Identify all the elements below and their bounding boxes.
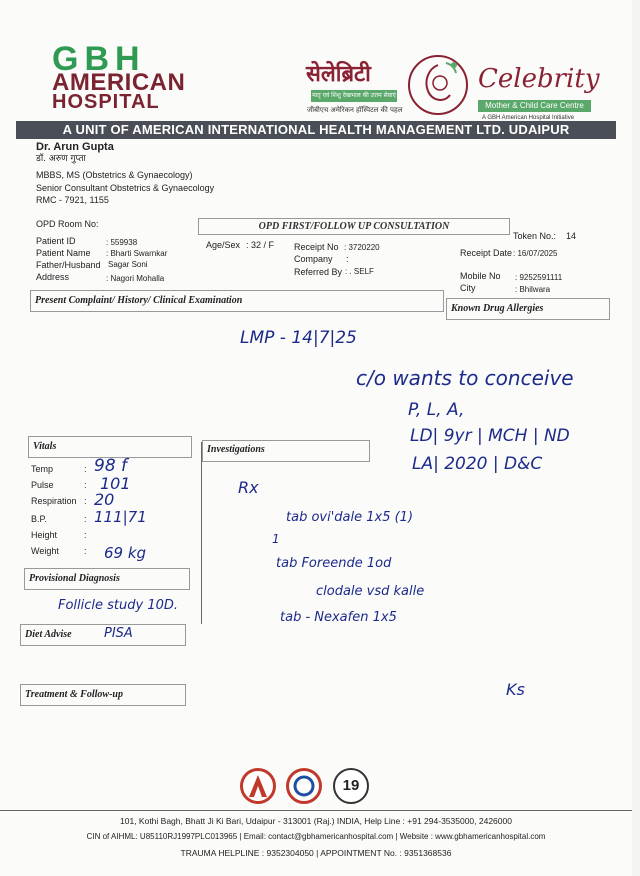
mobile-label: Mobile No — [460, 271, 501, 281]
bp-value: 111|71 — [94, 508, 147, 526]
temp-value: 98 f — [94, 456, 128, 476]
address-value: : Nagori Mohalla — [106, 274, 165, 283]
medicine-1: tab ovi'dale 1x5 (1) — [286, 510, 414, 525]
gbh-logo-text: GBH — [52, 40, 146, 78]
pulse-label: Pulse — [31, 480, 54, 490]
complaint-label: Present Complaint/ History/ Clinical Examination — [35, 295, 243, 306]
medicine-3: clodale vsd kalle — [316, 584, 425, 599]
bp-colon: : — [84, 514, 87, 524]
age-sex-value: : 32 / F — [246, 240, 275, 250]
history-last-delivery: LD| 9yr | MCH | ND — [410, 426, 570, 446]
pulse-value: 101 — [100, 474, 131, 493]
investigations-label: Investigations — [207, 444, 265, 455]
column-divider — [201, 442, 202, 624]
allergy-label: Known Drug Allergies — [451, 303, 544, 314]
history-last-abortion: LA| 2020 | D&C — [412, 454, 543, 474]
diet-advice-value: PISA — [104, 626, 133, 641]
complaint-note: c/o wants to conceive — [356, 366, 574, 390]
doctor-title: Senior Consultant Obstetrics & Gynaecology — [36, 183, 215, 193]
pulse-colon: : — [84, 480, 87, 490]
respiration-label: Respiration — [31, 496, 77, 506]
nabh-seal-icon — [286, 768, 322, 804]
referred-value: : . SELF — [345, 267, 374, 276]
respiration-colon: : — [84, 496, 87, 506]
address-label: Address — [36, 272, 70, 282]
hindi-title: सेलेब्रिटी — [306, 62, 371, 87]
logo-hospital: HOSPITAL — [52, 91, 160, 113]
provisional-diagnosis-section — [24, 568, 190, 590]
vitals-label: Vitals — [33, 441, 57, 452]
opd-room-label: OPD Room No: — [36, 219, 99, 229]
complaint-section — [30, 290, 444, 312]
diet-advice-section — [20, 624, 186, 646]
rx-symbol: Rx — [238, 478, 259, 497]
referred-label: Referred By — [294, 267, 343, 277]
age-sex-label: Age/Sex — [206, 240, 241, 250]
doctor-signature: Ks — [506, 680, 525, 699]
height-colon: : — [84, 530, 87, 540]
patient-name-value: : Bharti Swarnkar — [106, 249, 168, 258]
bp-label: B.P. — [31, 514, 47, 524]
doctor-rmc: RMC - 7921, 1155 — [36, 195, 109, 205]
footer-helpline: TRAUMA HELPLINE : 9352304050 | APPOINTMENT No. : 9351368536 — [180, 848, 452, 858]
company-label: Company — [294, 254, 333, 264]
footer-divider — [0, 810, 632, 811]
hindi-band: मातृ एवं शिशु देखभाल की उत्तम सेवाएं — [311, 90, 397, 102]
token-value: 14 — [566, 231, 577, 241]
doctor-name-hindi: डॉ. अरुण गुप्ता — [36, 154, 86, 164]
doctor-degree: MBBS, MS (Obstetrics & Gynaecology) — [36, 170, 193, 180]
investigations-section — [202, 440, 370, 462]
receipt-date-label: Receipt Date — [460, 248, 513, 258]
city-value: : Bhilwara — [515, 285, 551, 294]
allergy-section — [446, 298, 610, 320]
father-label: Father/Husband — [36, 260, 101, 270]
company-value: : — [346, 254, 349, 264]
accreditation-seal-icon — [240, 768, 276, 804]
token-label: Token No.: — [513, 231, 557, 241]
footer-cin: CIN of AIHML: U85110RJ1997PLC013965 | Email: contact@gbhamericanhospital.com | Website : www.gbhamericanhospital.com — [86, 832, 546, 841]
lmp-note: LMP - 14|7|25 — [240, 328, 357, 348]
temp-label: Temp — [31, 464, 54, 474]
brand-band: Mother & Child Care Centre — [478, 100, 591, 112]
patient-id-value: : 559938 — [106, 238, 138, 247]
brand-subtitle: A GBH American Hospital Initiative — [482, 115, 575, 121]
footer-address: 101, Kothi Bagh, Bhatt Ji Ki Bari, Udaipur - 313001 (Raj.) INDIA, Help Line : +91 294-3535000, 2426000 — [120, 816, 512, 826]
medicine-4: tab - Nexafen 1x5 — [280, 610, 397, 625]
patient-name-label: Patient Name — [36, 248, 91, 258]
respiration-value: 20 — [94, 490, 115, 509]
celebrity-brand: Celebrity — [478, 64, 600, 94]
medicine-2: tab Foreende 1od — [276, 556, 392, 571]
mother-child-logo-icon — [408, 55, 468, 115]
diet-label: Diet Advise — [25, 629, 72, 640]
years-seal-icon: 19 — [333, 768, 369, 804]
doctor-name: Dr. Arun Gupta — [36, 141, 114, 153]
provisional-label: Provisional Diagnosis — [29, 573, 120, 584]
receipt-date-value: : 16/07/2025 — [513, 249, 558, 258]
vitals-section — [28, 436, 192, 458]
mobile-value: : 9252591111 — [515, 273, 563, 282]
treatment-label: Treatment & Follow-up — [25, 689, 123, 700]
receipt-no-label: Receipt No — [294, 242, 339, 252]
patient-id-label: Patient ID — [36, 236, 76, 246]
medicine-2-number: 1 — [272, 532, 280, 546]
weight-label: Weight — [31, 546, 59, 556]
city-label: City — [460, 283, 476, 293]
hindi-subtitle: जीबीएच अमेरिकन हॉस्पिटल की पहल — [307, 106, 403, 114]
weight-colon: : — [84, 546, 87, 556]
logo-american: AMERICAN — [52, 69, 186, 96]
height-label: Height — [31, 530, 58, 540]
provisional-diagnosis-value: Follicle study 10D. — [58, 598, 179, 613]
receipt-no-value: : 3720220 — [344, 243, 380, 252]
history-obstetric: P, L, A, — [408, 400, 465, 420]
weight-value: 69 kg — [104, 544, 147, 562]
temp-colon: : — [84, 464, 87, 474]
consultation-title: OPD FIRST/FOLLOW UP CONSULTATION — [198, 218, 510, 235]
treatment-section — [20, 684, 186, 706]
unit-band: A UNIT OF AMERICAN INTERNATIONAL HEALTH MANAGEMENT LTD. UDAIPUR — [16, 121, 616, 139]
father-value: Sagar Soni — [108, 260, 148, 269]
